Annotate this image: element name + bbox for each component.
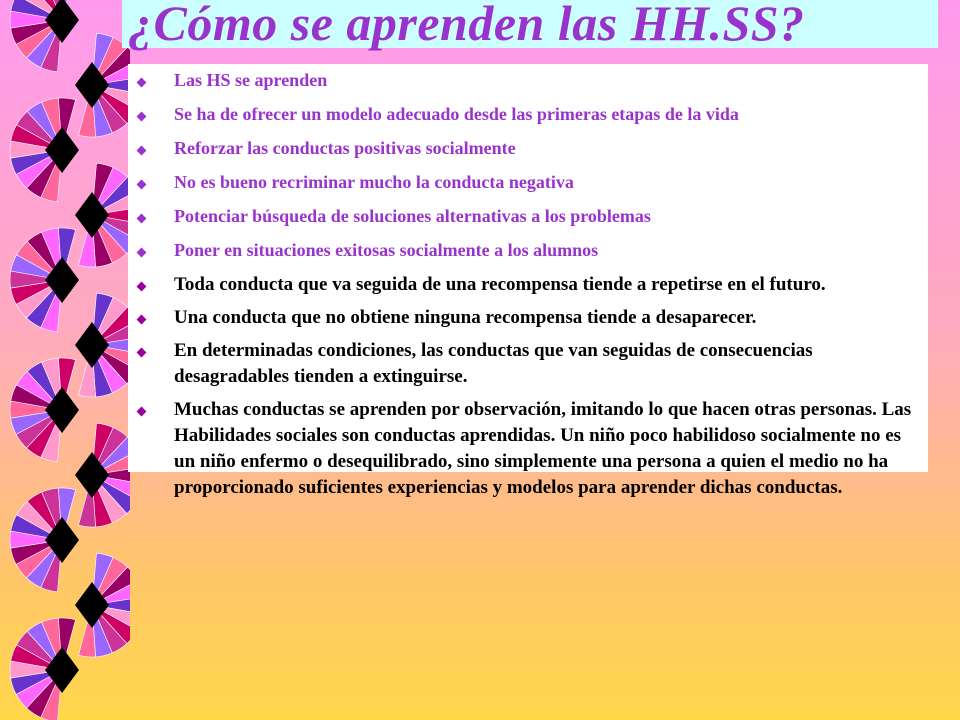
list-item-text: Poner en situaciones exitosas socialmente a los alumnos — [174, 240, 599, 260]
pinwheel-fan-icon — [75, 553, 130, 657]
list-item — [136, 102, 916, 127]
pinwheel-fan-icon — [10, 618, 79, 720]
list-item — [136, 397, 916, 501]
list-item-text: No es bueno recriminar mucho la conducta negativa — [174, 172, 574, 192]
list-item-text: Potenciar búsqueda de soluciones alternativas a los problemas — [174, 206, 651, 226]
list-item — [136, 170, 916, 195]
diamond-bullet-icon — [137, 348, 147, 358]
list-item — [136, 305, 916, 331]
page-title: ¿Cómo se aprenden las HH.SS? — [128, 0, 805, 51]
diamond-bullet-icon — [137, 248, 147, 258]
diamond-bullet-icon — [137, 78, 147, 88]
list-item — [136, 204, 916, 229]
pinwheel-fan-border — [0, 0, 130, 720]
list-item — [136, 238, 916, 263]
list-item-text: En determinadas condiciones, las conductas que van seguidas de consecuencias desagradables tienden a extinguirse. — [174, 340, 813, 387]
list-item — [136, 68, 916, 93]
list-item-text: Se ha de ofrecer un modelo adecuado desde las primeras etapas de la vida — [174, 104, 739, 124]
diamond-bullet-icon — [137, 282, 147, 292]
pinwheel-fan-icon — [10, 488, 79, 592]
pinwheel-fan-icon — [10, 358, 79, 462]
list-item-text: Toda conducta que va seguida de una recompensa tiende a repetirse en el futuro. — [174, 274, 826, 295]
pinwheel-fan-icon — [75, 163, 130, 267]
pinwheel-fan-icon — [10, 98, 79, 202]
pinwheel-fan-icon — [10, 228, 79, 332]
bullet-list — [136, 68, 916, 508]
list-item-text: Las HS se aprenden — [174, 70, 328, 90]
pinwheel-fan-icon — [75, 293, 130, 397]
list-item — [136, 136, 916, 161]
pinwheel-fan-icon — [75, 33, 130, 137]
diamond-bullet-icon — [137, 214, 147, 224]
diamond-bullet-icon — [137, 315, 147, 325]
pinwheel-fan-icon — [10, 0, 79, 72]
diamond-bullet-icon — [137, 407, 147, 417]
pinwheel-fan-icon — [75, 423, 130, 527]
diamond-bullet-icon — [137, 112, 147, 122]
list-item-text: Una conducta que no obtiene ninguna recompensa tiende a desaparecer. — [174, 307, 757, 328]
list-item-text: Reforzar las conductas positivas socialmente — [174, 138, 516, 158]
diamond-bullet-icon — [137, 180, 147, 190]
list-item-text: Muchas conductas se aprenden por observación, imitando lo que hacen otras personas. Las Habilidades sociales son conductas aprendidas. Un niño poco habilidoso socialmente no es un niño enfermo o desequilibrado, sino simplemente una persona a quien el medio no ha proporcionado suficientes experiencias y modelos para aprender dichas conductas. — [174, 399, 912, 498]
list-item — [136, 272, 916, 298]
diamond-bullet-icon — [137, 146, 147, 156]
list-item — [136, 338, 916, 390]
